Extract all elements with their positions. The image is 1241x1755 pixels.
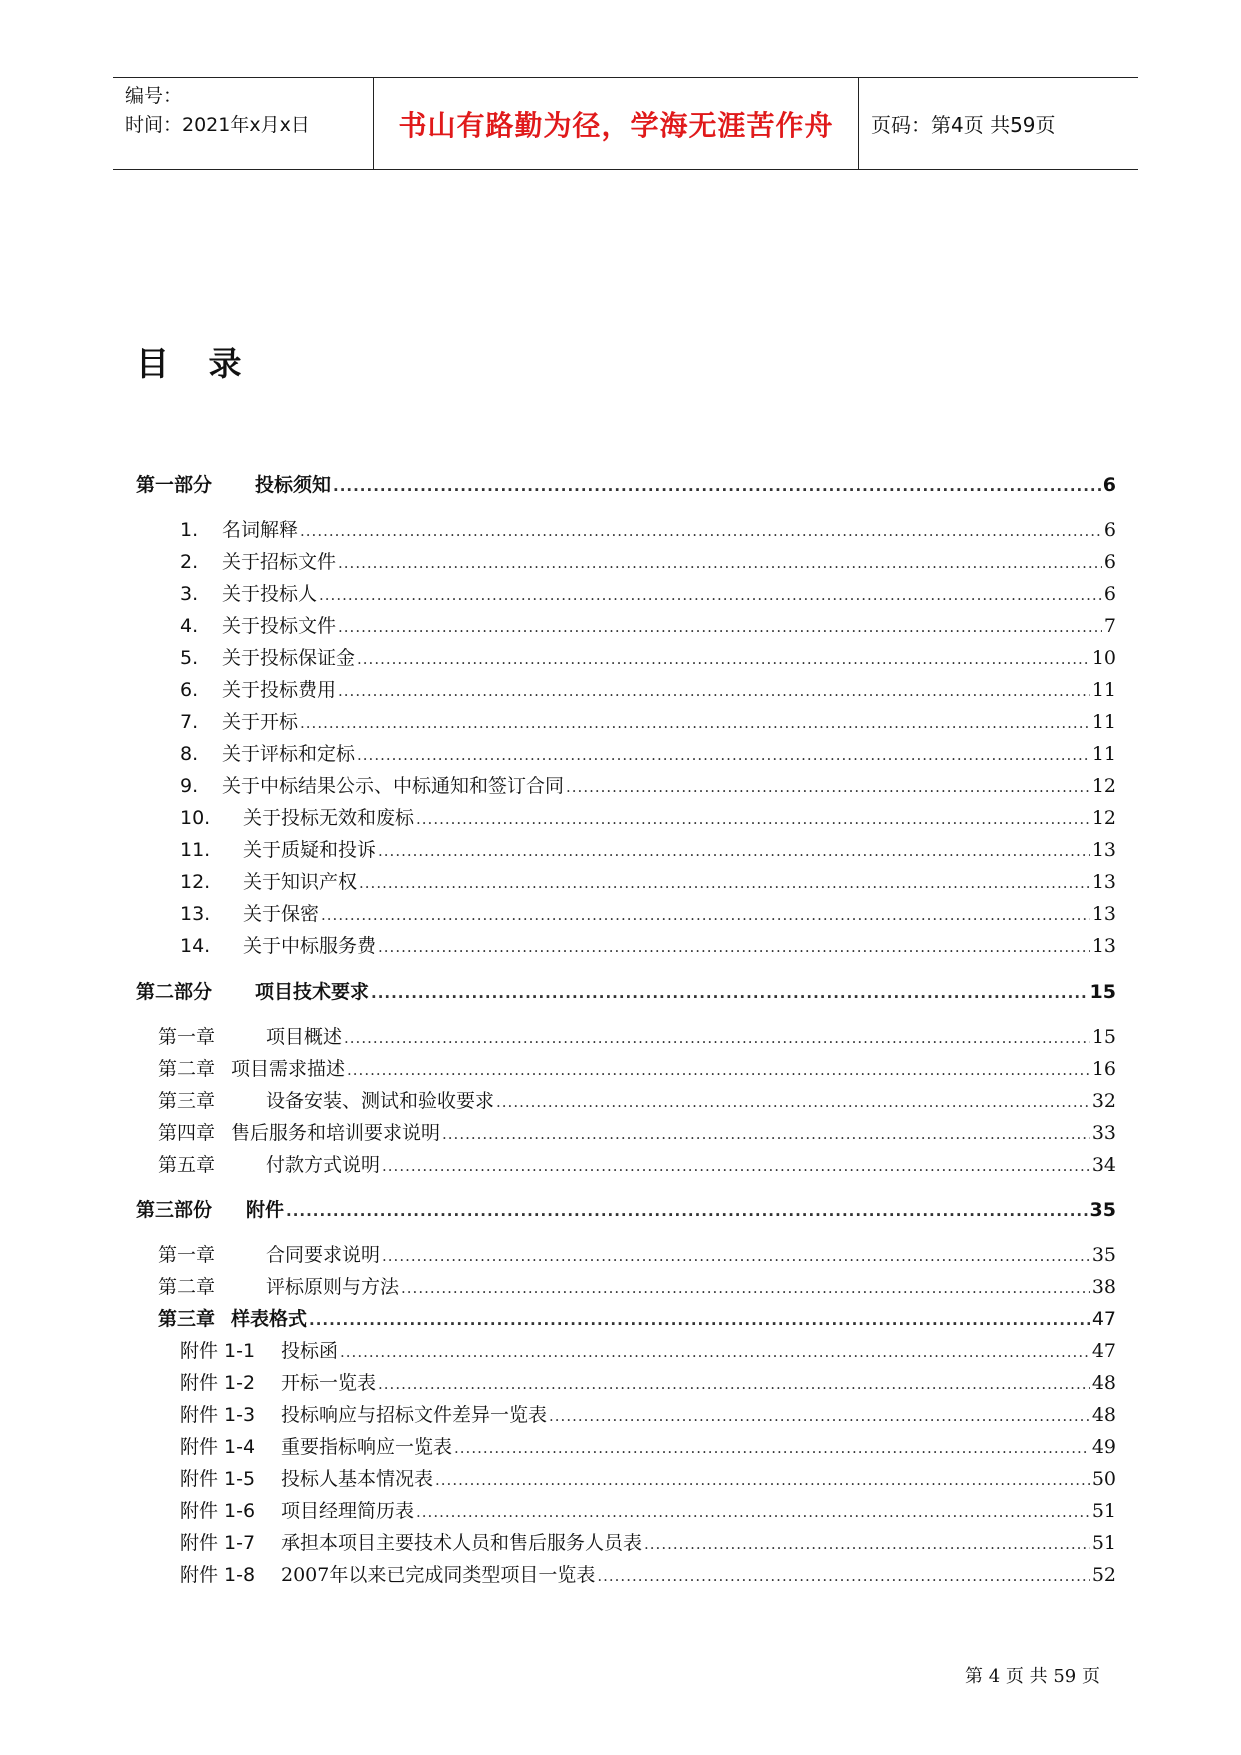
item-title: 关于投标费用 — [222, 679, 337, 701]
item-number: 14. — [180, 935, 211, 957]
chapter-title: 设备安装、测试和验收要求 — [266, 1090, 495, 1112]
item-number: 5. — [180, 647, 199, 669]
part-title: 投标须知 — [255, 474, 332, 496]
header-motto: 书山有路勤为径，学海无涯苦作舟 — [374, 78, 859, 169]
toc-item[interactable] — [180, 643, 1116, 673]
page-number: 6 — [1103, 583, 1116, 605]
page-number: 47 — [1091, 1308, 1116, 1330]
page-number: 48 — [1091, 1372, 1116, 1394]
item-title: 关于中标服务费 — [243, 935, 377, 957]
item-title: 关于投标保证金 — [222, 647, 356, 669]
chapter-title: 项目概述 — [266, 1026, 343, 1048]
page-number: 6 — [1103, 551, 1116, 573]
toc-attachment[interactable] — [180, 1400, 1116, 1430]
chapter-number: 第一章 — [158, 1244, 216, 1266]
toc-item[interactable] — [180, 611, 1116, 641]
page-number: 6 — [1102, 474, 1116, 496]
attachment-number: 附件 1-1 — [180, 1340, 256, 1362]
page-number: 13 — [1091, 903, 1116, 925]
page-number: 13 — [1091, 839, 1116, 861]
page-number: 11 — [1091, 679, 1116, 701]
page-number: 15 — [1091, 1026, 1116, 1048]
item-title: 关于投标人 — [222, 583, 318, 605]
attachment-title: 重要指标响应一览表 — [281, 1436, 453, 1458]
toc-chapter[interactable] — [158, 1118, 1116, 1148]
toc-attachment[interactable] — [180, 1528, 1116, 1558]
attachment-title: 投标人基本情况表 — [281, 1468, 434, 1490]
chapter-title: 项目需求描述 — [231, 1058, 346, 1080]
toc-attachment[interactable] — [180, 1432, 1116, 1462]
toc-chapter[interactable] — [158, 1304, 1116, 1334]
toc-attachment[interactable] — [180, 1368, 1116, 1398]
page-number: 51 — [1091, 1500, 1116, 1522]
attachment-title: 投标函 — [281, 1340, 339, 1362]
item-number: 9. — [180, 775, 199, 797]
item-number: 13. — [180, 903, 211, 925]
toc-chapter[interactable] — [158, 1054, 1116, 1084]
attachment-title: 项目经理简历表 — [281, 1500, 415, 1522]
toc-item[interactable] — [180, 739, 1116, 769]
chapter-number: 第一章 — [158, 1026, 216, 1048]
toc-attachment[interactable] — [180, 1464, 1116, 1494]
toc-item[interactable] — [180, 867, 1116, 897]
chapter-title: 评标原则与方法 — [266, 1276, 400, 1298]
chapter-title: 样表格式 — [231, 1308, 308, 1330]
attachment-number: 附件 1-5 — [180, 1468, 256, 1490]
part-title: 附件 — [246, 1199, 285, 1221]
toc-item[interactable] — [180, 707, 1116, 737]
page-number: 10 — [1091, 647, 1116, 669]
toc-chapter[interactable] — [158, 1022, 1116, 1052]
item-number: 3. — [180, 583, 199, 605]
header-info — [113, 78, 374, 169]
chapter-title: 合同要求说明 — [266, 1244, 381, 1266]
chapter-number: 第二章 — [158, 1058, 216, 1080]
attachment-number: 附件 1-6 — [180, 1500, 256, 1522]
page-number: 12 — [1091, 807, 1116, 829]
item-number: 2. — [180, 551, 199, 573]
attachment-number: 附件 1-7 — [180, 1532, 256, 1554]
toc-item[interactable] — [180, 899, 1116, 929]
page-number: 35 — [1091, 1244, 1116, 1266]
item-number: 4. — [180, 615, 199, 637]
chapter-number: 第三章 — [158, 1090, 216, 1112]
item-title: 关于招标文件 — [222, 551, 337, 573]
page-number: 11 — [1091, 711, 1116, 733]
page-number: 7 — [1103, 615, 1116, 637]
attachment-title: 承担本项目主要技术人员和售后服务人员表 — [281, 1532, 643, 1554]
chapter-title: 售后服务和培训要求说明 — [231, 1122, 441, 1144]
attachment-number: 附件 1-2 — [180, 1372, 256, 1394]
part-number: 第三部份 — [136, 1199, 213, 1221]
page-number: 48 — [1091, 1404, 1116, 1426]
chapter-number: 第二章 — [158, 1276, 216, 1298]
item-title: 名词解释 — [222, 519, 299, 541]
attachment-number: 附件 1-3 — [180, 1404, 256, 1426]
page-number: 15 — [1089, 981, 1116, 1003]
toc-title: 目 录 — [136, 344, 256, 383]
toc-item[interactable] — [180, 675, 1116, 705]
page-number: 50 — [1091, 1468, 1116, 1490]
item-title: 关于质疑和投诉 — [243, 839, 377, 861]
item-title: 关于知识产权 — [243, 871, 358, 893]
toc-part-3[interactable] — [136, 1195, 1116, 1225]
toc-item[interactable] — [180, 803, 1116, 833]
page-number: 35 — [1089, 1199, 1116, 1221]
toc-chapter[interactable] — [158, 1240, 1116, 1270]
page-number: 33 — [1091, 1122, 1116, 1144]
page-number: 16 — [1091, 1058, 1116, 1080]
item-number: 7. — [180, 711, 199, 733]
toc-part-1[interactable] — [136, 470, 1116, 500]
toc-chapter[interactable] — [158, 1272, 1116, 1302]
page-number: 13 — [1091, 871, 1116, 893]
item-title: 关于保密 — [243, 903, 320, 925]
item-title: 关于评标和定标 — [222, 743, 356, 765]
chapter-number: 第四章 — [158, 1122, 216, 1144]
toc-attachment[interactable] — [180, 1560, 1116, 1590]
toc-attachment[interactable] — [180, 1336, 1116, 1366]
item-title: 关于开标 — [222, 711, 299, 733]
toc-chapter[interactable] — [158, 1150, 1116, 1180]
item-title: 关于中标结果公示、中标通知和签订合同 — [222, 775, 565, 797]
attachment-title: 开标一览表 — [281, 1372, 377, 1394]
page-number: 13 — [1091, 935, 1116, 957]
item-number: 12. — [180, 871, 211, 893]
code-label: 编号： — [125, 85, 183, 107]
item-number: 1. — [180, 519, 199, 541]
attachment-title: 投标响应与招标文件差异一览表 — [281, 1404, 548, 1426]
toc-part-2[interactable] — [136, 977, 1116, 1007]
toc-attachment[interactable] — [180, 1496, 1116, 1526]
toc-item[interactable] — [180, 515, 1116, 545]
page-number: 49 — [1091, 1436, 1116, 1458]
toc-chapter[interactable] — [158, 1086, 1116, 1116]
page-number: 34 — [1091, 1154, 1116, 1176]
toc-item[interactable] — [180, 835, 1116, 865]
page-number: 6 — [1103, 519, 1116, 541]
toc-item[interactable] — [180, 931, 1116, 961]
time-label: 时间：2021年x月x日 — [125, 114, 310, 136]
page-number: 11 — [1091, 743, 1116, 765]
page-number: 47 — [1091, 1340, 1116, 1362]
item-number: 6. — [180, 679, 199, 701]
toc-item[interactable] — [180, 547, 1116, 577]
attachment-title: 2007年以来已完成同类型项目一览表 — [281, 1564, 596, 1586]
chapter-number: 第三章 — [158, 1308, 216, 1330]
part-title: 项目技术要求 — [255, 981, 370, 1003]
attachment-number: 附件 1-8 — [180, 1564, 256, 1586]
item-number: 8. — [180, 743, 199, 765]
item-number: 10. — [180, 807, 211, 829]
item-title: 关于投标无效和废标 — [243, 807, 415, 829]
toc-item[interactable] — [180, 579, 1116, 609]
item-number: 11. — [180, 839, 211, 861]
part-number: 第二部分 — [136, 981, 213, 1003]
page-number: 52 — [1091, 1564, 1116, 1586]
page-number: 32 — [1091, 1090, 1116, 1112]
page-number: 38 — [1091, 1276, 1116, 1298]
toc-item[interactable] — [180, 771, 1116, 801]
chapter-title: 付款方式说明 — [266, 1154, 381, 1176]
header-page-label: 页码：第4页 共59页 — [871, 113, 1056, 137]
page-number: 51 — [1091, 1532, 1116, 1554]
chapter-number: 第五章 — [158, 1154, 216, 1176]
page-number: 12 — [1091, 775, 1116, 797]
page-header — [113, 77, 1138, 170]
item-title: 关于投标文件 — [222, 615, 337, 637]
part-number: 第一部分 — [136, 474, 213, 496]
page-footer: 第 4 页 共 59 页 — [965, 1666, 1100, 1687]
attachment-number: 附件 1-4 — [180, 1436, 256, 1458]
